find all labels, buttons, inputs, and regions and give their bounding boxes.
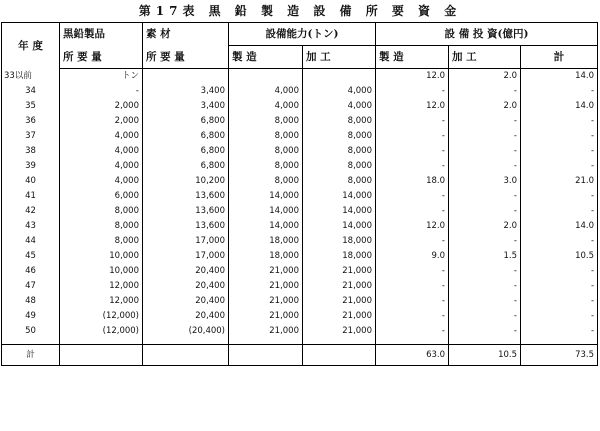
cell-cap-proc: 8,000 [303,144,376,159]
row-year: 50 [2,324,60,339]
cell-inv-mfg: - [376,324,449,339]
cell-inv-total: - [521,264,598,279]
cell-material: 3,400 [143,84,229,99]
table-row [2,69,598,85]
cell-cap-mfg [229,69,303,85]
cell-inv-proc: - [449,129,521,144]
cell-inv-proc: - [449,84,521,99]
cell-cap-proc: 8,000 [303,159,376,174]
cell-inv-mfg: 12.0 [376,219,449,234]
cell-cap-proc: 14,000 [303,219,376,234]
cell-material: 3,400 [143,99,229,114]
row-year: 38 [2,144,60,159]
cell-cap-proc: 18,000 [303,249,376,264]
cell-inv-total: - [521,324,598,339]
cell-inv-total: 14.0 [521,69,598,85]
cell-cap-proc: 21,000 [303,294,376,309]
cell-inv-mfg: - [376,144,449,159]
header-cap-proc: 加 工 [303,46,376,69]
cell-inv-total: 21.0 [521,174,598,189]
row-year: 41 [2,189,60,204]
cell-cap-mfg: 8,000 [229,144,303,159]
cell-inv-proc: - [449,144,521,159]
cell-material: 20,400 [143,309,229,324]
row-year: 44 [2,234,60,249]
cell-product: 6,000 [60,189,143,204]
table-row [2,114,598,129]
cell-material: 13,600 [143,189,229,204]
row-year: 49 [2,309,60,324]
cell-inv-total: 14.0 [521,99,598,114]
cell-cap-mfg: 21,000 [229,264,303,279]
cell-cap-mfg: 18,000 [229,234,303,249]
cell-inv-proc: 2.0 [449,99,521,114]
cell-cap-mfg: 21,000 [229,279,303,294]
cell-inv-proc: - [449,324,521,339]
total-row [2,345,598,366]
cell-cap-proc: 8,000 [303,174,376,189]
total-inv-total: 73.5 [521,345,598,366]
table-row [2,204,598,219]
cell-material: 17,000 [143,234,229,249]
cell-cap-proc [303,69,376,85]
cell-material: (20,400) [143,324,229,339]
table-row [2,264,598,279]
cell-product: 4,000 [60,129,143,144]
cell-material: 17,000 [143,249,229,264]
table-row [2,144,598,159]
row-year: 35 [2,99,60,114]
cell-cap-proc: 4,000 [303,84,376,99]
cell-product: 12,000 [60,294,143,309]
cell-inv-total: - [521,279,598,294]
total-label: 計 [2,345,60,366]
cell-cap-proc: 18,000 [303,234,376,249]
cell-material: 6,800 [143,114,229,129]
cell-inv-mfg: - [376,129,449,144]
table-row [2,129,598,144]
row-year: 48 [2,294,60,309]
row-year: 47 [2,279,60,294]
cell-inv-mfg: - [376,84,449,99]
cell-cap-proc: 21,000 [303,264,376,279]
cell-cap-mfg: 21,000 [229,294,303,309]
row-year: 39 [2,159,60,174]
cell-cap-proc: 8,000 [303,114,376,129]
cell-inv-total: - [521,144,598,159]
row-year: 43 [2,219,60,234]
row-year: 37 [2,129,60,144]
cell-cap-mfg: 18,000 [229,249,303,264]
cell-inv-mfg: - [376,309,449,324]
cell-inv-proc: - [449,264,521,279]
cell-inv-mfg: 9.0 [376,249,449,264]
cell-inv-proc: - [449,189,521,204]
cell-inv-mfg: - [376,204,449,219]
table-row [2,99,598,114]
header-year: 年 度 [2,23,60,69]
table-row [2,309,598,324]
cell-cap-proc: 14,000 [303,204,376,219]
header-capacity: 設備能力(トン) [229,23,376,46]
cell-cap-mfg: 4,000 [229,99,303,114]
row-year: 36 [2,114,60,129]
cell-product: トン [60,69,143,85]
table-row [2,234,598,249]
cell-cap-mfg: 14,000 [229,219,303,234]
cell-inv-proc: - [449,114,521,129]
cell-product: (12,000) [60,324,143,339]
cell-inv-total: 10.5 [521,249,598,264]
cell-cap-mfg: 8,000 [229,114,303,129]
cell-inv-proc: - [449,204,521,219]
row-year: 40 [2,174,60,189]
table-row [2,159,598,174]
table-row [2,219,598,234]
cell-product: 8,000 [60,204,143,219]
cell-product: 12,000 [60,279,143,294]
empty-cell [143,345,229,366]
cell-inv-total: - [521,309,598,324]
cell-material: 10,200 [143,174,229,189]
cell-product: 8,000 [60,234,143,249]
cell-cap-mfg: 14,000 [229,204,303,219]
cell-cap-proc: 21,000 [303,309,376,324]
header-product: 黒鉛製品 [60,23,143,46]
table-row [2,174,598,189]
table-row [2,84,598,99]
cell-inv-proc: - [449,309,521,324]
cell-inv-proc: 1.5 [449,249,521,264]
empty-cell [60,345,143,366]
empty-cell [303,345,376,366]
table-row [2,249,598,264]
cell-material: 13,600 [143,219,229,234]
row-year: 42 [2,204,60,219]
header-material: 素 材 [143,23,229,46]
header-material-qty: 所 要 量 [143,46,229,69]
cell-material: 20,400 [143,279,229,294]
cell-material: 20,400 [143,294,229,309]
cell-inv-mfg: - [376,189,449,204]
table-row [2,324,598,339]
cell-product: 4,000 [60,159,143,174]
cell-material: 6,800 [143,129,229,144]
cell-inv-total: - [521,189,598,204]
cell-inv-proc: 2.0 [449,69,521,85]
cell-inv-proc: - [449,294,521,309]
cell-inv-total: 14.0 [521,219,598,234]
row-year: 33以前 [2,69,60,85]
cell-product: 2,000 [60,114,143,129]
cell-inv-total: - [521,159,598,174]
header-inv-mfg: 製 造 [376,46,449,69]
cell-inv-total: - [521,129,598,144]
cell-inv-total: - [521,114,598,129]
cell-product: - [60,84,143,99]
cell-inv-total: - [521,234,598,249]
cell-inv-total: - [521,204,598,219]
cell-cap-proc: 14,000 [303,189,376,204]
cell-inv-total: - [521,84,598,99]
cell-material: 20,400 [143,264,229,279]
cell-cap-proc: 21,000 [303,324,376,339]
cell-cap-mfg: 4,000 [229,84,303,99]
cell-cap-mfg: 8,000 [229,129,303,144]
cell-cap-mfg: 8,000 [229,174,303,189]
cell-inv-total: - [521,294,598,309]
table-title: 第17表 黒 鉛 製 造 設 備 所 要 資 金 [138,4,462,18]
cell-inv-proc: - [449,234,521,249]
cell-inv-mfg: 12.0 [376,99,449,114]
cell-product: 8,000 [60,219,143,234]
header-inv-proc: 加 工 [449,46,521,69]
table-row [2,294,598,309]
cell-inv-mfg: 18.0 [376,174,449,189]
cell-product: 10,000 [60,264,143,279]
cell-inv-proc: - [449,279,521,294]
table-row [2,189,598,204]
cell-material: 6,800 [143,144,229,159]
header-cap-mfg: 製 造 [229,46,303,69]
cell-inv-proc: 3.0 [449,174,521,189]
empty-cell [229,345,303,366]
cell-inv-proc: - [449,159,521,174]
header-product-qty: 所 要 量 [60,46,143,69]
cell-inv-mfg: - [376,114,449,129]
row-year: 34 [2,84,60,99]
cell-cap-mfg: 21,000 [229,309,303,324]
cell-product: 2,000 [60,99,143,114]
cell-inv-mfg: - [376,264,449,279]
cell-inv-mfg: - [376,294,449,309]
total-inv-proc: 10.5 [449,345,521,366]
row-year: 45 [2,249,60,264]
cell-inv-proc: 2.0 [449,219,521,234]
cell-product: 4,000 [60,144,143,159]
cell-cap-proc: 21,000 [303,279,376,294]
table-row [2,279,598,294]
cell-cap-mfg: 14,000 [229,189,303,204]
cell-inv-mfg: - [376,279,449,294]
cell-cap-mfg: 21,000 [229,324,303,339]
header-investment: 設 備 投 資(億円) [376,23,598,46]
cell-material: 6,800 [143,159,229,174]
cell-inv-mfg: - [376,159,449,174]
header-inv-total: 計 [521,46,598,69]
cell-cap-proc: 4,000 [303,99,376,114]
cell-material: 13,600 [143,204,229,219]
cell-inv-mfg: 12.0 [376,69,449,85]
funding-table [1,22,598,366]
row-year: 46 [2,264,60,279]
cell-inv-mfg: - [376,234,449,249]
cell-product: (12,000) [60,309,143,324]
cell-product: 10,000 [60,249,143,264]
total-inv-mfg: 63.0 [376,345,449,366]
cell-cap-proc: 8,000 [303,129,376,144]
cell-product: 4,000 [60,174,143,189]
cell-cap-mfg: 8,000 [229,159,303,174]
cell-material [143,69,229,85]
